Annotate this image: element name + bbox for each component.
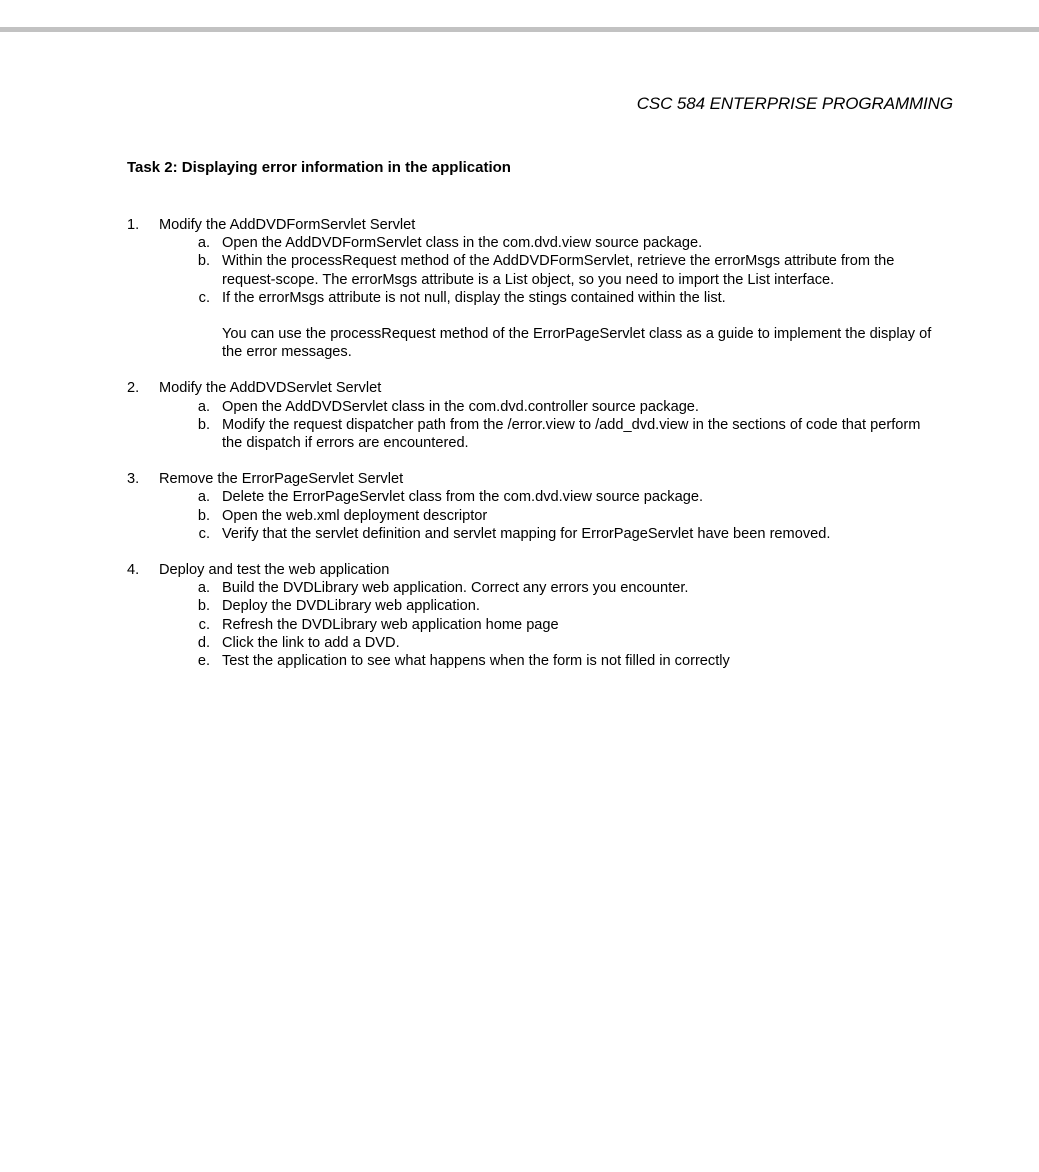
- sub-step-text: Modify the request dispatcher path from the /error.view to /add_dvd.view in the sections of code that perform the dispatch if errors are encountered.: [222, 416, 921, 452]
- step-number: 2.: [127, 380, 140, 397]
- sub-step: [197, 234, 939, 252]
- sub-step-letter: c.: [198, 616, 210, 633]
- sub-step-text: Verify that the servlet definition and servlet mapping for ErrorPageServlet have been removed.: [222, 525, 831, 542]
- step-number: 3.: [127, 471, 140, 488]
- sub-step-letter: c.: [198, 525, 210, 542]
- sub-step-letter: d.: [197, 634, 210, 651]
- sub-step: [197, 652, 939, 670]
- sub-step: [197, 597, 939, 615]
- sub-step-text: Open the AddDVDServlet class in the com.dvd.controller source package.: [222, 398, 699, 415]
- sub-step: [197, 507, 939, 525]
- course-header: CSC 584 ENTERPRISE PROGRAMMING: [636, 94, 953, 113]
- sub-step: [197, 398, 939, 416]
- sub-step-text: Build the DVDLibrary web application. Correct any errors you encounter.: [222, 580, 689, 597]
- step-3: [127, 470, 939, 543]
- sub-step: [197, 488, 939, 506]
- step-4: [127, 561, 939, 670]
- task-steps-list: [127, 216, 939, 688]
- sub-step-letter: e.: [197, 653, 210, 670]
- sub-step: [197, 634, 939, 652]
- step-title: Deploy and test the web application: [159, 562, 390, 579]
- step-2: [127, 379, 939, 452]
- sub-step-text: Delete the ErrorPageServlet class from the com.dvd.view source package.: [222, 489, 704, 506]
- sub-step: [198, 616, 939, 634]
- sub-step: [197, 579, 939, 597]
- sub-step-text: If the errorMsgs attribute is not null, display the stings contained within the list.: [222, 289, 726, 306]
- sub-step: [198, 289, 939, 307]
- step-number: 4.: [127, 562, 140, 579]
- sub-step-text: Refresh the DVDLibrary web application home page: [222, 616, 559, 633]
- sub-step-text: Test the application to see what happens when the form is not filled in correctly: [222, 653, 730, 670]
- sub-step-text: Within the processRequest method of the AddDVDFormServlet, retrieve the errorMsgs attribute from the request-scope. The errorMsgs attribute is a List object, so you need to import the List interface.: [222, 253, 895, 288]
- step-title: Modify the AddDVDServlet Servlet: [159, 380, 382, 397]
- sub-step: [197, 252, 939, 288]
- sub-step-text: Open the web.xml deployment descriptor: [222, 507, 488, 524]
- sub-step-letter: b.: [197, 507, 210, 524]
- task-heading: Task 2: Displaying error information in the application: [127, 159, 511, 176]
- sub-step-letter: a.: [197, 235, 210, 252]
- sub-step-letter: b.: [197, 598, 210, 615]
- sub-step-letter: a.: [197, 398, 210, 415]
- sub-step: [197, 416, 939, 452]
- step-title: Modify the AddDVDFormServlet Servlet: [159, 217, 416, 233]
- sub-step-letter: a.: [197, 489, 210, 506]
- sub-step-text: Open the AddDVDFormServlet class in the com.dvd.view source package.: [222, 235, 703, 252]
- step-title: Remove the ErrorPageServlet Servlet: [159, 471, 404, 488]
- sub-step-text: Deploy the DVDLibrary web application.: [222, 598, 480, 615]
- step-1: [127, 216, 939, 361]
- sub-step-letter: b.: [197, 416, 210, 433]
- sub-step-letter: b.: [197, 253, 210, 270]
- sub-step-letter: c.: [198, 289, 210, 306]
- top-divider: [0, 27, 1039, 32]
- sub-step-text: Click the link to add a DVD.: [222, 634, 400, 651]
- step-number: 1.: [127, 217, 140, 233]
- step-note: You can use the processRequest method of the ErrorPageServlet class as a guide to implement the display of the error messages.: [222, 326, 932, 361]
- sub-step: [198, 525, 939, 543]
- sub-step-letter: a.: [197, 580, 210, 597]
